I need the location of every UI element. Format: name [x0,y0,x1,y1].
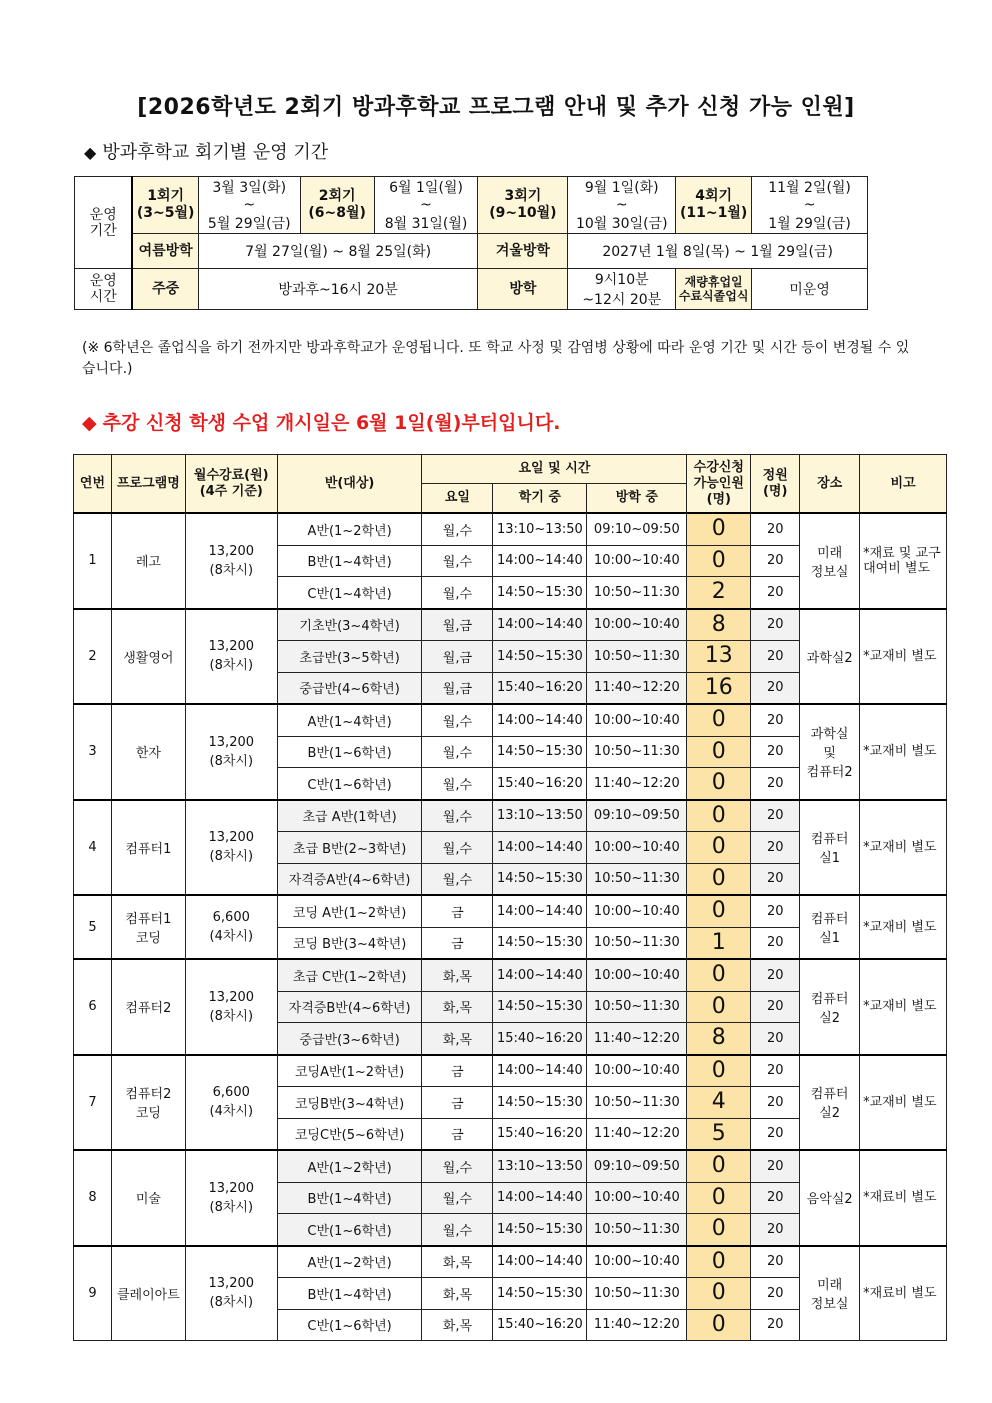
class-day: 금 [422,895,493,927]
class-capacity: 20 [751,1055,800,1087]
class-vacation-time: 10:00~10:40 [587,959,687,991]
class-day: 월,수 [422,800,493,832]
class-available: 0 [687,545,751,577]
class-available: 5 [687,1118,751,1150]
winter-dates: 2027년 1월 8일(목) ~ 1월 29일(금) [568,234,868,269]
program-place: 미래 정보실 [800,1246,860,1341]
term-2-dates: 6월 1일(월) ~ 8월 31일(월) [374,177,478,234]
class-semester-time: 15:40~16:20 [493,768,587,800]
program-place: 컴퓨터 실2 [800,959,860,1055]
program-name: 미술 [111,1150,185,1246]
class-semester-time: 14:50~15:30 [493,1278,587,1310]
class-available: 13 [687,641,751,673]
notice-text: 추강 신청 학생 수업 개시일은 6월 1일(월)부터입니다. [102,412,561,434]
header-fee: 월수강료(원) (4주 기준) [185,455,277,514]
class-vacation-time: 10:50~11:30 [587,577,687,609]
class-vacation-time: 10:50~11:30 [587,1214,687,1246]
class-semester-time: 14:50~15:30 [493,577,587,609]
class-capacity: 20 [751,609,800,641]
program-name: 레고 [111,513,185,609]
table-row [74,513,947,545]
class-capacity: 20 [751,895,800,927]
class-capacity: 20 [751,1309,800,1341]
class-semester-time: 14:50~15:30 [493,1087,587,1119]
table-row [74,895,947,927]
special-value: 미운영 [752,269,868,310]
class-vacation-time: 10:50~11:30 [587,641,687,673]
class-semester-time: 14:50~15:30 [493,863,587,895]
class-vacation-time: 09:10~09:50 [587,513,687,545]
class-vacation-time: 10:00~10:40 [587,895,687,927]
class-vacation-time: 10:00~10:40 [587,1055,687,1087]
class-day: 월,금 [422,641,493,673]
header-semester: 학기 중 [493,484,587,514]
class-capacity: 20 [751,1118,800,1150]
class-name: 중급반(3~6학년) [277,1023,422,1055]
class-day: 월,금 [422,609,493,641]
table-row [74,1055,947,1087]
term-3-name: 3회기 (9~10월) [478,177,568,234]
class-name: C반(1~6학년) [277,1214,422,1246]
program-no: 4 [74,800,112,896]
header-place: 장소 [800,455,860,514]
class-day: 월,수 [422,1150,493,1182]
class-semester-time: 15:40~16:20 [493,1118,587,1150]
class-vacation-time: 11:40~12:20 [587,1023,687,1055]
class-capacity: 20 [751,800,800,832]
class-name: B반(1~4학년) [277,1182,422,1214]
class-vacation-time: 10:00~10:40 [587,832,687,864]
class-day: 월,수 [422,863,493,895]
class-available: 2 [687,577,751,609]
table-row [74,1246,947,1278]
class-day: 월,금 [422,672,493,704]
program-no: 8 [74,1150,112,1246]
table-row [74,959,947,991]
class-vacation-time: 10:50~11:30 [587,927,687,959]
class-name: 코딩B반(3~4학년) [277,1087,422,1119]
header-capacity: 정원 (명) [751,455,800,514]
class-name: 초급반(3~5학년) [277,641,422,673]
class-day: 금 [422,1118,493,1150]
class-vacation-time: 11:40~12:20 [587,672,687,704]
class-vacation-time: 09:10~09:50 [587,800,687,832]
class-day: 화,목 [422,1023,493,1055]
class-vacation-time: 10:00~10:40 [587,704,687,736]
class-day: 화,목 [422,959,493,991]
program-fee: 13,200 (8차시) [185,800,277,896]
term-1-dates: 3월 3일(화) ~ 5월 29일(금) [198,177,300,234]
table-row [74,609,947,641]
header-schedule: 요일 및 시간 [422,455,687,484]
class-capacity: 20 [751,768,800,800]
class-capacity: 20 [751,577,800,609]
class-semester-time: 14:50~15:30 [493,927,587,959]
class-day: 월,수 [422,736,493,768]
class-vacation-time: 10:50~11:30 [587,1087,687,1119]
note-text: (※ 6학년은 졸업식을 하기 전까지만 방과후학교가 운영됩니다. 또 학교 사정 및 감염병 상황에 따라 운영 기간 및 시간 등이 변경될 수 있습니다.) [82,340,910,377]
summer-label: 여름방학 [132,234,198,269]
class-semester-time: 15:40~16:20 [493,672,587,704]
program-no: 7 [74,1055,112,1151]
class-capacity: 20 [751,672,800,704]
class-available: 0 [687,704,751,736]
class-semester-time: 14:00~14:40 [493,704,587,736]
class-semester-time: 14:00~14:40 [493,959,587,991]
class-name: A반(1~2학년) [277,1150,422,1182]
class-capacity: 20 [751,991,800,1023]
class-available: 0 [687,1214,751,1246]
class-vacation-time: 09:10~09:50 [587,1150,687,1182]
program-place: 음악실2 [800,1150,860,1246]
class-semester-time: 14:50~15:30 [493,991,587,1023]
program-fee: 13,200 (8차시) [185,513,277,609]
class-name: C반(1~6학년) [277,1309,422,1341]
weekday-label: 주중 [132,269,198,310]
class-semester-time: 14:50~15:30 [493,736,587,768]
program-fee: 13,200 (8차시) [185,1150,277,1246]
diamond-bullet-icon: ◆ [84,143,97,162]
class-name: 초급 B반(2~3학년) [277,832,422,864]
time-label: 운영 시간 [75,269,133,310]
class-available: 0 [687,768,751,800]
class-vacation-time: 10:00~10:40 [587,609,687,641]
class-available: 0 [687,863,751,895]
program-fee: 13,200 (8차시) [185,704,277,800]
class-capacity: 20 [751,641,800,673]
period-label: 운영 기간 [75,177,133,269]
class-name: 자격증A반(4~6학년) [277,863,422,895]
program-place: 과학실 및 컴퓨터2 [800,704,860,800]
program-fee: 13,200 (8차시) [185,1246,277,1341]
header-day: 요일 [422,484,493,514]
program-place: 컴퓨터 실1 [800,895,860,959]
program-name: 컴퓨터2 코딩 [111,1055,185,1151]
class-available: 0 [687,513,751,545]
class-name: 초급 A반(1학년) [277,800,422,832]
vacation-time: 9시10분 ~12시 20분 [568,269,676,310]
program-remark: *교재비 별도 [860,959,947,1055]
class-name: B반(1~6학년) [277,736,422,768]
class-name: A반(1~4학년) [277,704,422,736]
class-day: 월,수 [422,832,493,864]
class-name: 코딩C반(5~6학년) [277,1118,422,1150]
header-class: 반(대상) [277,455,422,514]
table-row [74,1150,947,1182]
class-capacity: 20 [751,1150,800,1182]
program-name: 한자 [111,704,185,800]
class-name: C반(1~6학년) [277,768,422,800]
class-name: B반(1~4학년) [277,545,422,577]
class-day: 화,목 [422,1278,493,1310]
program-remark: *교재비 별도 [860,1055,947,1151]
class-capacity: 20 [751,736,800,768]
class-day: 월,수 [422,577,493,609]
class-available: 16 [687,672,751,704]
program-remark: *교재비 별도 [860,800,947,896]
special-label: 재량휴업일 수료식졸업식 [676,269,752,310]
class-capacity: 20 [751,513,800,545]
class-day: 월,수 [422,1182,493,1214]
program-place: 컴퓨터 실1 [800,800,860,896]
class-day: 화,목 [422,1246,493,1278]
program-no: 6 [74,959,112,1055]
class-capacity: 20 [751,832,800,864]
program-no: 3 [74,704,112,800]
class-vacation-time: 10:50~11:30 [587,863,687,895]
header-remark: 비고 [860,455,947,514]
class-capacity: 20 [751,959,800,991]
program-place: 컴퓨터 실2 [800,1055,860,1151]
class-available: 8 [687,1023,751,1055]
class-name: A반(1~2학년) [277,513,422,545]
class-semester-time: 14:50~15:30 [493,1214,587,1246]
section-heading-text: 방과후학교 회기별 운영 기간 [102,142,329,163]
class-available: 0 [687,1246,751,1278]
class-available: 0 [687,736,751,768]
diamond-bullet-icon: ◆ [82,412,97,434]
class-capacity: 20 [751,545,800,577]
class-name: 중급반(4~6학년) [277,672,422,704]
term-4-dates: 11월 2일(월) ~ 1월 29일(금) [752,177,868,234]
period-table [74,176,868,310]
class-vacation-time: 11:40~12:20 [587,768,687,800]
page-title: [2026학년도 2회기 방과후학교 프로그램 안내 및 추가 신청 가능 인원] [137,95,855,120]
class-name: 기초반(3~4학년) [277,609,422,641]
class-semester-time: 13:10~13:50 [493,513,587,545]
class-name: 자격증B반(4~6학년) [277,991,422,1023]
table-row [74,800,947,832]
class-semester-time: 14:00~14:40 [493,1182,587,1214]
program-no: 1 [74,513,112,609]
class-name: C반(1~4학년) [277,577,422,609]
program-remark: *재료비 별도 [860,1150,947,1246]
class-available: 0 [687,991,751,1023]
class-capacity: 20 [751,1214,800,1246]
class-semester-time: 15:40~16:20 [493,1023,587,1055]
class-capacity: 20 [751,1246,800,1278]
header-no: 연번 [74,455,112,514]
program-place: 과학실2 [800,609,860,705]
program-remark: *교재비 별도 [860,895,947,959]
program-remark: *교재비 별도 [860,609,947,705]
class-day: 화,목 [422,991,493,1023]
header-available: 수강신청 가능인원 (명) [687,455,751,514]
class-day: 화,목 [422,1309,493,1341]
program-name: 컴퓨터2 [111,959,185,1055]
class-day: 월,수 [422,513,493,545]
class-name: B반(1~4학년) [277,1278,422,1310]
term-4-name: 4회기 (11~1월) [676,177,752,234]
class-vacation-time: 10:50~11:30 [587,736,687,768]
notice-heading [82,408,560,435]
class-vacation-time: 10:50~11:30 [587,991,687,1023]
class-available: 0 [687,1182,751,1214]
program-no: 9 [74,1246,112,1341]
header-program: 프로그램명 [111,455,185,514]
class-vacation-time: 10:00~10:40 [587,1182,687,1214]
class-name: 코딩A반(1~2학년) [277,1055,422,1087]
class-available: 4 [687,1087,751,1119]
class-capacity: 20 [751,1182,800,1214]
vacation-label: 방학 [478,269,568,310]
class-available: 0 [687,832,751,864]
class-available: 0 [687,1309,751,1341]
program-no: 2 [74,609,112,705]
class-capacity: 20 [751,1278,800,1310]
class-semester-time: 13:10~13:50 [493,1150,587,1182]
class-day: 월,수 [422,704,493,736]
table-row [74,704,947,736]
class-vacation-time: 11:40~12:20 [587,1309,687,1341]
class-vacation-time: 10:00~10:40 [587,545,687,577]
class-day: 금 [422,1055,493,1087]
section-heading-period [84,138,328,164]
class-semester-time: 13:10~13:50 [493,800,587,832]
winter-label: 겨울방학 [478,234,568,269]
class-day: 금 [422,927,493,959]
programs-table [73,454,947,1341]
class-available: 0 [687,1278,751,1310]
term-3-dates: 9월 1일(화) ~ 10월 30일(금) [568,177,676,234]
class-available: 8 [687,609,751,641]
class-semester-time: 14:00~14:40 [493,609,587,641]
class-vacation-time: 10:50~11:30 [587,1278,687,1310]
class-day: 월,수 [422,545,493,577]
class-capacity: 20 [751,1087,800,1119]
class-day: 월,수 [422,768,493,800]
class-name: 초급 C반(1~2학년) [277,959,422,991]
term-1-name: 1회기 (3~5월) [132,177,198,234]
program-fee: 13,200 (8차시) [185,609,277,705]
class-name: 코딩 A반(1~2학년) [277,895,422,927]
program-fee: 6,600 (4차시) [185,1055,277,1151]
program-no: 5 [74,895,112,959]
weekday-time: 방과후~16시 20분 [198,269,478,310]
summer-dates: 7월 27일(월) ~ 8월 25일(화) [198,234,478,269]
class-vacation-time: 10:00~10:40 [587,1246,687,1278]
class-day: 월,수 [422,1214,493,1246]
program-name: 클레이아트 [111,1246,185,1341]
class-available: 0 [687,959,751,991]
class-semester-time: 14:00~14:40 [493,832,587,864]
class-capacity: 20 [751,863,800,895]
program-fee: 13,200 (8차시) [185,959,277,1055]
class-vacation-time: 11:40~12:20 [587,1118,687,1150]
program-name: 컴퓨터1 [111,800,185,896]
class-semester-time: 14:00~14:40 [493,895,587,927]
term-2-name: 2회기 (6~8월) [300,177,374,234]
header-vacation: 방학 중 [587,484,687,514]
program-remark: *교재비 별도 [860,704,947,800]
program-name: 생활영어 [111,609,185,705]
class-name: A반(1~2학년) [277,1246,422,1278]
class-day: 금 [422,1087,493,1119]
class-semester-time: 14:00~14:40 [493,1055,587,1087]
program-place: 미래 정보실 [800,513,860,609]
class-available: 0 [687,895,751,927]
class-name: 코딩 B반(3~4학년) [277,927,422,959]
class-available: 0 [687,1150,751,1182]
class-available: 0 [687,1055,751,1087]
program-fee: 6,600 (4차시) [185,895,277,959]
class-semester-time: 15:40~16:20 [493,1309,587,1341]
class-semester-time: 14:00~14:40 [493,545,587,577]
class-capacity: 20 [751,927,800,959]
program-remark: *재료비 별도 [860,1246,947,1341]
class-semester-time: 14:00~14:40 [493,1246,587,1278]
class-available: 0 [687,800,751,832]
class-available: 1 [687,927,751,959]
program-name: 컴퓨터1 코딩 [111,895,185,959]
class-capacity: 20 [751,1023,800,1055]
class-semester-time: 14:50~15:30 [493,641,587,673]
class-capacity: 20 [751,704,800,736]
program-remark: *재료 및 교구대여비 별도 [860,513,947,609]
